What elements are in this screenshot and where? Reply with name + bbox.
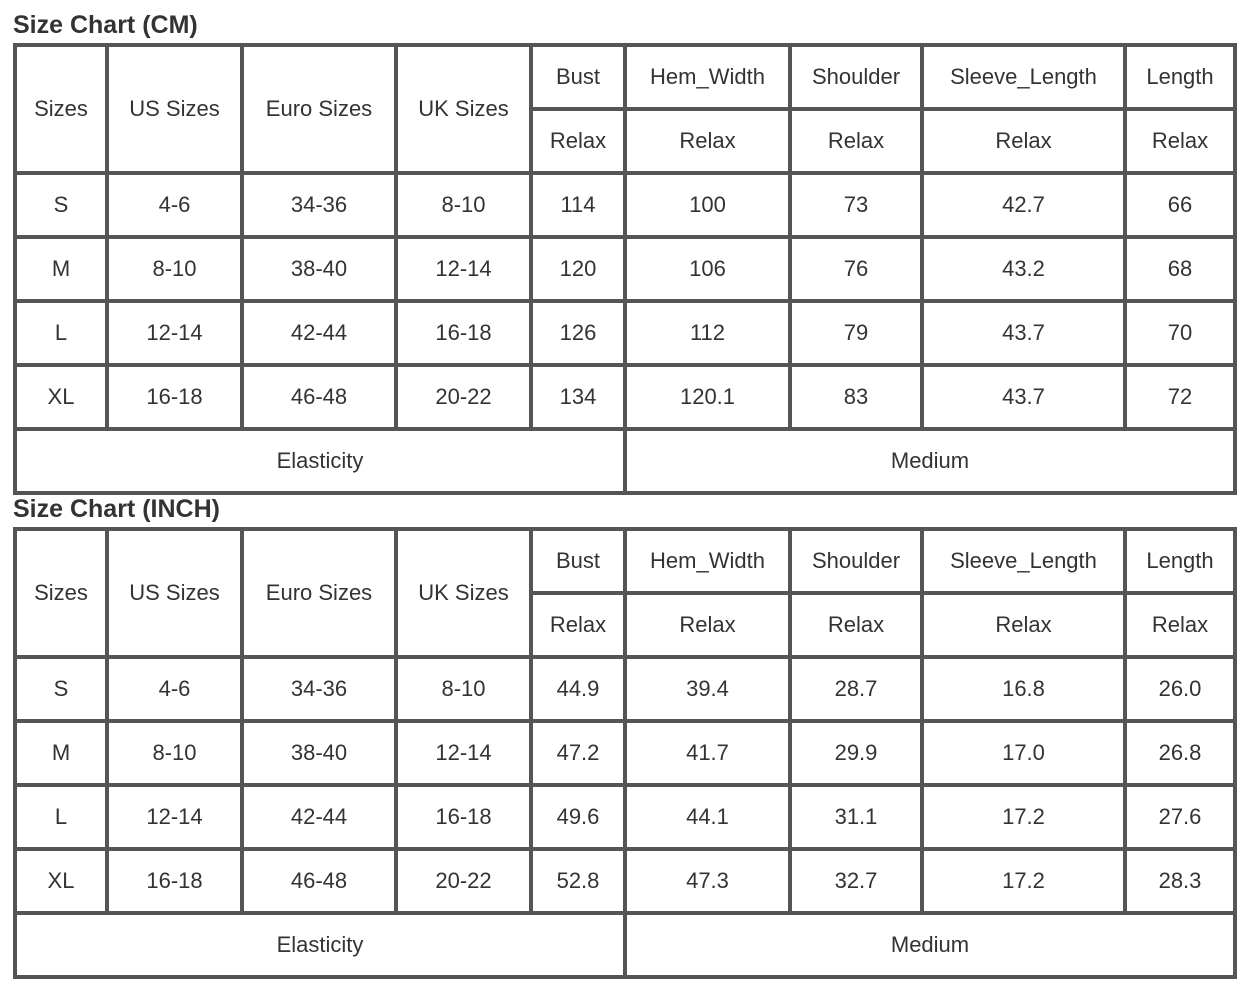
cell-euro-size: 34-36 — [242, 173, 396, 237]
header-euro-sizes: Euro Sizes — [242, 45, 396, 173]
cell-shoulder: 76 — [790, 237, 922, 301]
header-us-sizes: US Sizes — [107, 45, 242, 173]
header-row — [15, 529, 1235, 593]
subheader-shoulder-relax: Relax — [790, 593, 922, 657]
cell-sleeve-length: 17.2 — [922, 785, 1125, 849]
table-row — [15, 785, 1235, 849]
cell-bust: 52.8 — [531, 849, 625, 913]
cell-shoulder: 83 — [790, 365, 922, 429]
subheader-bust-relax: Relax — [531, 109, 625, 173]
cell-us-size: 16-18 — [107, 849, 242, 913]
cell-uk-size: 16-18 — [396, 785, 531, 849]
footer-row — [15, 913, 1235, 977]
table-row — [15, 721, 1235, 785]
elasticity-value: Medium — [625, 429, 1235, 493]
cell-length: 66 — [1125, 173, 1235, 237]
cell-bust: 126 — [531, 301, 625, 365]
header-sizes: Sizes — [15, 529, 107, 657]
header-uk-sizes: UK Sizes — [396, 529, 531, 657]
cell-us-size: 4-6 — [107, 173, 242, 237]
elasticity-label: Elasticity — [15, 913, 625, 977]
cell-sleeve-length: 43.7 — [922, 365, 1125, 429]
cell-bust: 114 — [531, 173, 625, 237]
cell-shoulder: 28.7 — [790, 657, 922, 721]
table-row — [15, 237, 1235, 301]
cell-sleeve-length: 17.0 — [922, 721, 1125, 785]
cell-bust: 47.2 — [531, 721, 625, 785]
cell-hem-width: 39.4 — [625, 657, 790, 721]
cell-size: XL — [15, 365, 107, 429]
cell-euro-size: 42-44 — [242, 301, 396, 365]
cell-sleeve-length: 16.8 — [922, 657, 1125, 721]
cell-uk-size: 20-22 — [396, 849, 531, 913]
cell-euro-size: 38-40 — [242, 721, 396, 785]
header-euro-sizes: Euro Sizes — [242, 529, 396, 657]
subheader-length-relax: Relax — [1125, 109, 1235, 173]
cell-uk-size: 12-14 — [396, 237, 531, 301]
table-row — [15, 657, 1235, 721]
cell-size: L — [15, 301, 107, 365]
cell-length: 70 — [1125, 301, 1235, 365]
cell-size: S — [15, 657, 107, 721]
table-row — [15, 173, 1235, 237]
size-chart-cm-table — [13, 43, 1237, 495]
cell-length: 72 — [1125, 365, 1235, 429]
cell-uk-size: 12-14 — [396, 721, 531, 785]
size-chart-inch-title: Size Chart (INCH) — [13, 495, 220, 523]
cell-euro-size: 46-48 — [242, 849, 396, 913]
header-sizes: Sizes — [15, 45, 107, 173]
cell-us-size: 4-6 — [107, 657, 242, 721]
header-sleeve-length: Sleeve_Length — [922, 529, 1125, 593]
cell-uk-size: 8-10 — [396, 657, 531, 721]
footer-row — [15, 429, 1235, 493]
header-shoulder: Shoulder — [790, 529, 922, 593]
header-hem-width: Hem_Width — [625, 529, 790, 593]
cell-length: 27.6 — [1125, 785, 1235, 849]
cell-length: 26.0 — [1125, 657, 1235, 721]
elasticity-value: Medium — [625, 913, 1235, 977]
subheader-sleeve-length-relax: Relax — [922, 593, 1125, 657]
cell-hem-width: 106 — [625, 237, 790, 301]
header-sleeve-length: Sleeve_Length — [922, 45, 1125, 109]
cell-bust: 120 — [531, 237, 625, 301]
cell-size: L — [15, 785, 107, 849]
subheader-bust-relax: Relax — [531, 593, 625, 657]
cell-bust: 49.6 — [531, 785, 625, 849]
cell-size: M — [15, 237, 107, 301]
table-row — [15, 301, 1235, 365]
cell-euro-size: 42-44 — [242, 785, 396, 849]
cell-hem-width: 100 — [625, 173, 790, 237]
header-shoulder: Shoulder — [790, 45, 922, 109]
cell-shoulder: 73 — [790, 173, 922, 237]
subheader-hem-width-relax: Relax — [625, 109, 790, 173]
cell-hem-width: 120.1 — [625, 365, 790, 429]
header-us-sizes: US Sizes — [107, 529, 242, 657]
header-bust: Bust — [531, 529, 625, 593]
cell-shoulder: 32.7 — [790, 849, 922, 913]
cell-us-size: 16-18 — [107, 365, 242, 429]
cell-shoulder: 31.1 — [790, 785, 922, 849]
cell-sleeve-length: 17.2 — [922, 849, 1125, 913]
cell-size: XL — [15, 849, 107, 913]
cell-uk-size: 16-18 — [396, 301, 531, 365]
cell-us-size: 8-10 — [107, 721, 242, 785]
cell-length: 68 — [1125, 237, 1235, 301]
cell-sleeve-length: 42.7 — [922, 173, 1125, 237]
subheader-hem-width-relax: Relax — [625, 593, 790, 657]
cell-us-size: 8-10 — [107, 237, 242, 301]
cell-euro-size: 46-48 — [242, 365, 396, 429]
header-length: Length — [1125, 45, 1235, 109]
cell-hem-width: 112 — [625, 301, 790, 365]
subheader-sleeve-length-relax: Relax — [922, 109, 1125, 173]
cell-uk-size: 20-22 — [396, 365, 531, 429]
cell-hem-width: 44.1 — [625, 785, 790, 849]
cell-shoulder: 79 — [790, 301, 922, 365]
cell-hem-width: 41.7 — [625, 721, 790, 785]
subheader-length-relax: Relax — [1125, 593, 1235, 657]
header-bust: Bust — [531, 45, 625, 109]
cell-shoulder: 29.9 — [790, 721, 922, 785]
header-length: Length — [1125, 529, 1235, 593]
cell-size: M — [15, 721, 107, 785]
cell-size: S — [15, 173, 107, 237]
cell-euro-size: 34-36 — [242, 657, 396, 721]
cell-sleeve-length: 43.2 — [922, 237, 1125, 301]
cell-uk-size: 8-10 — [396, 173, 531, 237]
header-row — [15, 45, 1235, 109]
cell-bust: 134 — [531, 365, 625, 429]
cell-length: 26.8 — [1125, 721, 1235, 785]
elasticity-label: Elasticity — [15, 429, 625, 493]
subheader-shoulder-relax: Relax — [790, 109, 922, 173]
cell-us-size: 12-14 — [107, 301, 242, 365]
header-uk-sizes: UK Sizes — [396, 45, 531, 173]
size-chart-inch-table — [13, 527, 1237, 979]
cell-length: 28.3 — [1125, 849, 1235, 913]
header-hem-width: Hem_Width — [625, 45, 790, 109]
size-chart-cm-title: Size Chart (CM) — [13, 11, 198, 39]
table-row — [15, 365, 1235, 429]
cell-us-size: 12-14 — [107, 785, 242, 849]
cell-hem-width: 47.3 — [625, 849, 790, 913]
cell-euro-size: 38-40 — [242, 237, 396, 301]
cell-sleeve-length: 43.7 — [922, 301, 1125, 365]
table-row — [15, 849, 1235, 913]
cell-bust: 44.9 — [531, 657, 625, 721]
